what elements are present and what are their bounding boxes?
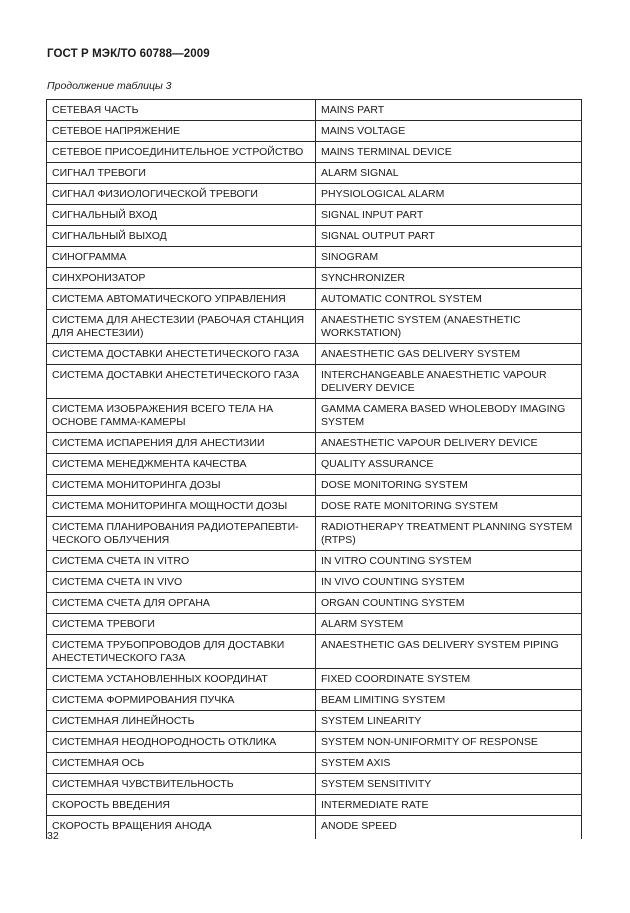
term-russian: СИНОГРАММА bbox=[47, 247, 316, 268]
table-row bbox=[47, 475, 582, 496]
term-english: SIGNAL INPUT PART bbox=[316, 205, 582, 226]
term-english: FIXED COORDINATE SYSTEM bbox=[316, 669, 582, 690]
table-row bbox=[47, 572, 582, 593]
term-english: SYSTEM LINEARITY bbox=[316, 711, 582, 732]
table-row bbox=[47, 121, 582, 142]
table-row bbox=[47, 732, 582, 753]
term-russian: СИСТЕМА ДОСТАВКИ АНЕСТЕТИЧЕСКОГО ГАЗА bbox=[47, 344, 316, 365]
term-russian: СИГНАЛЬНЫЙ ВХОД bbox=[47, 205, 316, 226]
table-row bbox=[47, 226, 582, 247]
term-english: RADIOTHERAPY TREATMENT PLANNING SYSTEM (RTPS) bbox=[316, 517, 582, 551]
term-english: IN VITRO COUNTING SYSTEM bbox=[316, 551, 582, 572]
term-english: DOSE RATE MONITORING SYSTEM bbox=[316, 496, 582, 517]
term-russian: СИСТЕМА АВТОМАТИЧЕСКОГО УПРАВЛЕНИЯ bbox=[47, 289, 316, 310]
term-russian: СИСТЕМА ПЛАНИРОВАНИЯ РАДИОТЕРАПЕВТИ- ЧЕСКОГО ОБЛУЧЕНИЯ bbox=[47, 517, 316, 551]
term-english: MAINS PART bbox=[316, 100, 582, 121]
term-russian: СЕТЕВАЯ ЧАСТЬ bbox=[47, 100, 316, 121]
table-row bbox=[47, 365, 582, 399]
term-russian: СИСТЕМА МЕНЕДЖМЕНТА КАЧЕСТВА bbox=[47, 454, 316, 475]
term-english: SINOGRAM bbox=[316, 247, 582, 268]
term-russian: СИСТЕМА УСТАНОВЛЕННЫХ КООРДИНАТ bbox=[47, 669, 316, 690]
term-russian: СИСТЕМНАЯ ОСЬ bbox=[47, 753, 316, 774]
terms-table-body bbox=[47, 100, 582, 840]
term-russian: СИСТЕМА СЧЕТА ДЛЯ ОРГАНА bbox=[47, 593, 316, 614]
term-english: ALARM SIGNAL bbox=[316, 163, 582, 184]
table-row bbox=[47, 635, 582, 669]
table-row bbox=[47, 310, 582, 344]
term-english: INTERCHANGEABLE ANAESTHETIC VAPOUR DELIVERY DEVICE bbox=[316, 365, 582, 399]
term-english: ALARM SYSTEM bbox=[316, 614, 582, 635]
term-english: AUTOMATIC CONTROL SYSTEM bbox=[316, 289, 582, 310]
term-russian: СИСТЕМА СЧЕТА IN VIVO bbox=[47, 572, 316, 593]
table-row bbox=[47, 142, 582, 163]
term-english: MAINS TERMINAL DEVICE bbox=[316, 142, 582, 163]
table-row bbox=[47, 205, 582, 226]
term-russian: СИСТЕМА ИЗОБРАЖЕНИЯ ВСЕГО ТЕЛА НА ОСНОВЕ ГАММА-КАМЕРЫ bbox=[47, 399, 316, 433]
term-english: SIGNAL OUTPUT PART bbox=[316, 226, 582, 247]
term-english: DOSE MONITORING SYSTEM bbox=[316, 475, 582, 496]
term-russian: СКОРОСТЬ ВВЕДЕНИЯ bbox=[47, 795, 316, 816]
term-english: MAINS VOLTAGE bbox=[316, 121, 582, 142]
table-row bbox=[47, 774, 582, 795]
table-row bbox=[47, 753, 582, 774]
table-row bbox=[47, 816, 582, 840]
term-english: QUALITY ASSURANCE bbox=[316, 454, 582, 475]
table-row bbox=[47, 711, 582, 732]
term-english: ANODE SPEED bbox=[316, 816, 582, 840]
table-row bbox=[47, 517, 582, 551]
term-english: INTERMEDIATE RATE bbox=[316, 795, 582, 816]
term-english: PHYSIOLOGICAL ALARM bbox=[316, 184, 582, 205]
term-russian: СИСТЕМА ФОРМИРОВАНИЯ ПУЧКА bbox=[47, 690, 316, 711]
term-english: ORGAN COUNTING SYSTEM bbox=[316, 593, 582, 614]
table-row bbox=[47, 614, 582, 635]
table-row bbox=[47, 593, 582, 614]
term-russian: СИГНАЛ ТРЕВОГИ bbox=[47, 163, 316, 184]
term-english: ANAESTHETIC GAS DELIVERY SYSTEM PIPING bbox=[316, 635, 582, 669]
table-row bbox=[47, 433, 582, 454]
table-row bbox=[47, 454, 582, 475]
term-english: SYSTEM AXIS bbox=[316, 753, 582, 774]
table-row bbox=[47, 551, 582, 572]
term-english: SYNCHRONIZER bbox=[316, 268, 582, 289]
term-english: SYSTEM NON-UNIFORMITY OF RESPONSE bbox=[316, 732, 582, 753]
table-caption: Продолжение таблицы 3 bbox=[47, 80, 172, 92]
table-row bbox=[47, 690, 582, 711]
table-row bbox=[47, 184, 582, 205]
term-russian: СИСТЕМА ТРЕВОГИ bbox=[47, 614, 316, 635]
terms-table bbox=[46, 99, 582, 839]
table-row bbox=[47, 399, 582, 433]
term-english: IN VIVO COUNTING SYSTEM bbox=[316, 572, 582, 593]
term-russian: СИСТЕМА ИСПАРЕНИЯ ДЛЯ АНЕСТИЗИИ bbox=[47, 433, 316, 454]
term-russian: СИСТЕМА СЧЕТА IN VITRO bbox=[47, 551, 316, 572]
table-row bbox=[47, 268, 582, 289]
term-russian: СИГНАЛ ФИЗИОЛОГИЧЕСКОЙ ТРЕВОГИ bbox=[47, 184, 316, 205]
table-row bbox=[47, 100, 582, 121]
table-row bbox=[47, 795, 582, 816]
table-row bbox=[47, 289, 582, 310]
term-english: ANAESTHETIC GAS DELIVERY SYSTEM bbox=[316, 344, 582, 365]
term-russian: СИСТЕМА МОНИТОРИНГА МОЩНОСТИ ДОЗЫ bbox=[47, 496, 316, 517]
term-russian: СИСТЕМНАЯ ЧУВСТВИТЕЛЬНОСТЬ bbox=[47, 774, 316, 795]
term-russian: СИСТЕМНАЯ НЕОДНОРОДНОСТЬ ОТКЛИКА bbox=[47, 732, 316, 753]
term-russian: СИСТЕМА ДЛЯ АНЕСТЕЗИИ (РАБОЧАЯ СТАНЦИЯ ДЛЯ АНЕСТЕЗИИ) bbox=[47, 310, 316, 344]
term-russian: СЕТЕВОЕ ПРИСОЕДИНИТЕЛЬНОЕ УСТРОЙСТВО bbox=[47, 142, 316, 163]
term-russian: СИСТЕМА МОНИТОРИНГА ДОЗЫ bbox=[47, 475, 316, 496]
table-row bbox=[47, 496, 582, 517]
term-english: SYSTEM SENSITIVITY bbox=[316, 774, 582, 795]
term-russian: СИГНАЛЬНЫЙ ВЫХОД bbox=[47, 226, 316, 247]
term-russian: СЕТЕВОЕ НАПРЯЖЕНИЕ bbox=[47, 121, 316, 142]
term-english: ANAESTHETIC VAPOUR DELIVERY DEVICE bbox=[316, 433, 582, 454]
term-russian: СИСТЕМА ДОСТАВКИ АНЕСТЕТИЧЕСКОГО ГАЗА bbox=[47, 365, 316, 399]
term-russian: СИСТЕМА ТРУБОПРОВОДОВ ДЛЯ ДОСТАВКИ АНЕСТЕТИЧЕСКОГО ГАЗА bbox=[47, 635, 316, 669]
table-row bbox=[47, 247, 582, 268]
table-row bbox=[47, 344, 582, 365]
term-english: BEAM LIMITING SYSTEM bbox=[316, 690, 582, 711]
table-row bbox=[47, 669, 582, 690]
page-number: 32 bbox=[47, 830, 59, 842]
document-header: ГОСТ Р МЭК/ТО 60788—2009 bbox=[47, 48, 210, 60]
term-russian: СИНХРОНИЗАТОР bbox=[47, 268, 316, 289]
term-russian: СКОРОСТЬ ВРАЩЕНИЯ АНОДА bbox=[47, 816, 316, 840]
term-english: ANAESTHETIC SYSTEM (ANAESTHETIC WORKSTATION) bbox=[316, 310, 582, 344]
table-row bbox=[47, 163, 582, 184]
term-russian: СИСТЕМНАЯ ЛИНЕЙНОСТЬ bbox=[47, 711, 316, 732]
term-english: GAMMA CAMERA BASED WHOLEBODY IMAGING SYSTEM bbox=[316, 399, 582, 433]
